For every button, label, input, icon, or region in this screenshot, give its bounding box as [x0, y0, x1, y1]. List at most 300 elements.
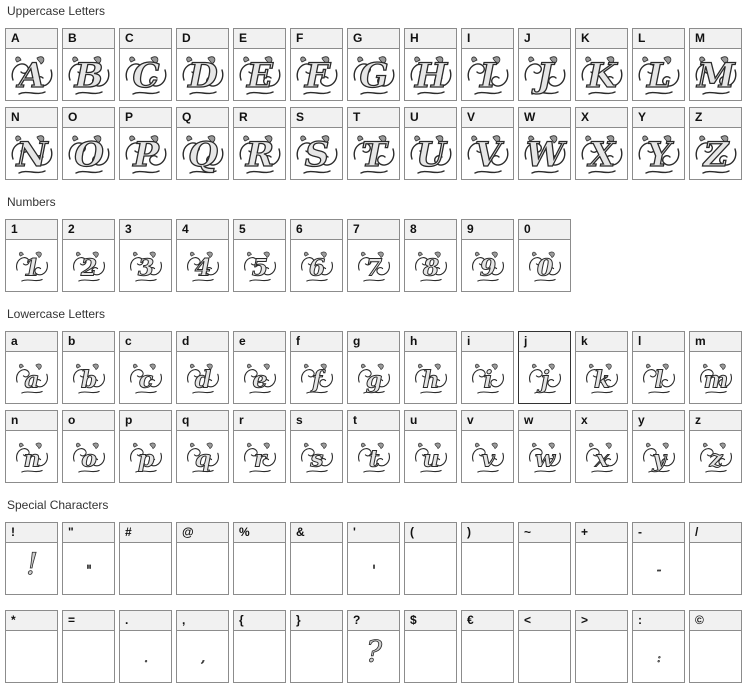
glyph-cell-lower-d[interactable]	[176, 331, 229, 404]
glyph-cell-lower-j[interactable]	[518, 331, 571, 404]
glyph-cell-digit-1[interactable]	[5, 219, 58, 292]
glyph-letter: 5	[251, 253, 268, 282]
glyph-cell-label: O	[63, 108, 114, 128]
ornate-glyph-upper-a-icon	[7, 50, 57, 100]
glyph-cell-label: @	[177, 523, 228, 543]
glyph-cell-label: >	[576, 611, 627, 631]
glyph-cell-lower-g[interactable]	[347, 331, 400, 404]
glyph-cell-plus[interactable]	[575, 522, 628, 595]
glyph-letter: o	[80, 444, 97, 473]
ornate-glyph-lower-p-icon	[121, 432, 171, 482]
ornate-glyph-upper-e-icon	[235, 50, 285, 100]
glyph-cell-label: j	[519, 332, 570, 352]
ornate-glyph-upper-t-icon	[349, 129, 399, 179]
glyph-preview	[405, 543, 456, 595]
glyph-preview	[177, 352, 228, 404]
glyph-cell-upper-e[interactable]	[233, 28, 286, 101]
glyph-cell-hyphen[interactable]	[632, 522, 685, 595]
glyph-cell-lower-q[interactable]	[176, 410, 229, 483]
glyph-preview	[633, 431, 684, 483]
glyph-preview	[6, 128, 57, 180]
glyph-cell-digit-8[interactable]	[404, 219, 457, 292]
glyph-cell-label: *	[6, 611, 57, 631]
glyph-cell-digit-7[interactable]	[347, 219, 400, 292]
glyph-mark: !	[25, 547, 38, 582]
glyph-cell-upper-a[interactable]	[5, 28, 58, 101]
glyph-cell-upper-b[interactable]	[62, 28, 115, 101]
glyph-preview	[576, 431, 627, 483]
glyph-cell-label: B	[63, 29, 114, 49]
glyph-letter: f	[311, 365, 322, 394]
glyph-preview	[63, 128, 114, 180]
ornate-glyph-upper-f-icon	[292, 50, 342, 100]
glyph-preview	[177, 240, 228, 292]
glyph-letter: N	[15, 135, 48, 175]
ornate-glyph-digit-6-icon	[292, 241, 342, 291]
glyph-cell-label: {	[234, 611, 285, 631]
ornate-glyph-colon-icon	[644, 642, 674, 672]
glyph-cell-label: f	[291, 332, 342, 352]
glyph-cell-upper-z[interactable]	[689, 107, 742, 180]
glyph-cell-label: R	[234, 108, 285, 128]
glyph-cell-label: Y	[633, 108, 684, 128]
glyph-mark: .	[143, 651, 148, 665]
glyph-letter: V	[474, 135, 501, 175]
glyph-preview	[690, 49, 741, 101]
glyph-cell-lower-v[interactable]	[461, 410, 514, 483]
glyph-cell-lower-f[interactable]	[290, 331, 343, 404]
glyph-cell-label: d	[177, 332, 228, 352]
glyph-cell-asterisk[interactable]	[5, 610, 58, 683]
glyph-cell-label: r	[234, 411, 285, 431]
glyph-cell-label: C	[120, 29, 171, 49]
glyph-letter: 1	[23, 253, 40, 282]
glyph-cell-upper-w[interactable]	[518, 107, 571, 180]
glyph-cell-question[interactable]	[347, 610, 400, 683]
glyph-cell-label: =	[63, 611, 114, 631]
glyph-letter: D	[187, 56, 218, 96]
glyph-cell-brace-close[interactable]	[290, 610, 343, 683]
glyph-cell-label: t	[348, 411, 399, 431]
glyph-letter: v	[480, 444, 495, 473]
ornate-glyph-lower-q-icon	[178, 432, 228, 482]
glyph-cell-paren-open[interactable]	[404, 522, 457, 595]
glyph-cell-upper-p[interactable]	[119, 107, 172, 180]
glyph-cell-colon[interactable]	[632, 610, 685, 683]
glyph-cell-label: -	[633, 523, 684, 543]
ornate-glyph-upper-m-icon	[691, 50, 741, 100]
glyph-preview	[405, 352, 456, 404]
glyph-cell-upper-s[interactable]	[290, 107, 343, 180]
glyph-preview	[462, 49, 513, 101]
glyph-letter: T	[360, 135, 387, 175]
glyph-cell-label: ©	[690, 611, 741, 631]
ornate-glyph-lower-h-icon	[406, 353, 456, 403]
glyph-preview	[690, 352, 741, 404]
glyph-letter: H	[414, 56, 447, 96]
glyph-letter: t	[368, 444, 379, 473]
glyph-cell-brace-open[interactable]	[233, 610, 286, 683]
ornate-glyph-upper-o-icon	[64, 129, 114, 179]
glyph-cell-slash[interactable]	[689, 522, 742, 595]
glyph-cell-lower-a[interactable]	[5, 331, 58, 404]
glyph-letter: a	[23, 365, 40, 394]
glyph-preview	[234, 352, 285, 404]
glyph-letter: 3	[137, 253, 154, 282]
glyph-cell-label: q	[177, 411, 228, 431]
glyph-preview	[462, 431, 513, 483]
glyph-cell-equals[interactable]	[62, 610, 115, 683]
ornate-glyph-hyphen-icon	[644, 554, 674, 584]
glyph-preview	[291, 431, 342, 483]
glyph-cell-percent[interactable]	[233, 522, 286, 595]
glyph-cell-label: Z	[690, 108, 741, 128]
glyph-letter: s	[309, 444, 324, 473]
ornate-glyph-lower-c-icon	[121, 353, 171, 403]
glyph-cell-quote[interactable]	[62, 522, 115, 595]
glyph-cell-lower-n[interactable]	[5, 410, 58, 483]
glyph-cell-dollar[interactable]	[404, 610, 457, 683]
glyph-letter: x	[594, 444, 609, 473]
glyph-letter: r	[253, 444, 266, 473]
glyph-preview	[633, 352, 684, 404]
glyph-cell-label: 5	[234, 220, 285, 240]
glyph-cell-label: m	[690, 332, 741, 352]
glyph-cell-label: X	[576, 108, 627, 128]
glyph-cell-digit-5[interactable]	[233, 219, 286, 292]
glyph-letter: j	[540, 365, 549, 394]
glyph-preview	[462, 240, 513, 292]
ornate-glyph-lower-j-icon	[520, 353, 570, 403]
glyph-cell-lower-e[interactable]	[233, 331, 286, 404]
glyph-preview	[120, 49, 171, 101]
glyph-letter: K	[586, 56, 617, 96]
ornate-glyph-digit-2-icon	[64, 241, 114, 291]
glyph-preview	[405, 240, 456, 292]
glyph-cell-euro[interactable]	[461, 610, 514, 683]
glyph-cell-ampersand[interactable]	[290, 522, 343, 595]
glyph-mark: :	[656, 651, 661, 665]
glyph-cell-label: "	[63, 523, 114, 543]
glyph-cell-lower-r[interactable]	[233, 410, 286, 483]
ornate-glyph-upper-s-icon	[292, 129, 342, 179]
glyph-cell-label: :	[633, 611, 684, 631]
ornate-glyph-period-icon	[131, 642, 161, 672]
glyph-preview	[234, 431, 285, 483]
glyph-letter: P	[132, 135, 159, 175]
glyph-preview	[576, 352, 627, 404]
ornate-glyph-lower-n-icon	[7, 432, 57, 482]
glyph-preview	[348, 240, 399, 292]
glyph-cell-upper-l[interactable]	[632, 28, 685, 101]
ornate-glyph-lower-z-icon	[691, 432, 741, 482]
glyph-letter: F	[304, 56, 329, 96]
ornate-glyph-upper-p-icon	[121, 129, 171, 179]
glyph-cell-upper-g[interactable]	[347, 28, 400, 101]
glyph-cell-lower-i[interactable]	[461, 331, 514, 404]
ornate-glyph-digit-7-icon	[349, 241, 399, 291]
glyph-letter: Q	[187, 135, 218, 175]
glyph-cell-greater-than[interactable]	[575, 610, 628, 683]
glyph-cell-hash[interactable]	[119, 522, 172, 595]
glyph-cell-upper-k[interactable]	[575, 28, 628, 101]
glyph-preview	[234, 128, 285, 180]
glyph-preview	[462, 631, 513, 683]
ornate-glyph-upper-c-icon	[121, 50, 171, 100]
glyph-cell-tilde[interactable]	[518, 522, 571, 595]
glyph-cell-lower-c[interactable]	[119, 331, 172, 404]
glyph-letter: i	[483, 365, 492, 394]
glyph-cell-label: .	[120, 611, 171, 631]
glyph-cell-upper-f[interactable]	[290, 28, 343, 101]
glyph-cell-digit-0[interactable]	[518, 219, 571, 292]
glyph-preview	[177, 543, 228, 595]
ornate-glyph-upper-h-icon	[406, 50, 456, 100]
glyph-cell-label: ?	[348, 611, 399, 631]
glyph-cell-label: #	[120, 523, 171, 543]
ornate-glyph-lower-i-icon	[463, 353, 513, 403]
glyph-cell-lower-o[interactable]	[62, 410, 115, 483]
ornate-glyph-lower-m-icon	[691, 353, 741, 403]
glyph-preview	[177, 631, 228, 683]
section-title: Lowercase Letters	[7, 307, 106, 321]
ornate-glyph-apostrophe-icon	[359, 554, 389, 584]
glyph-cell-upper-c[interactable]	[119, 28, 172, 101]
glyph-cell-label: }	[291, 611, 342, 631]
glyph-cell-lower-t[interactable]	[347, 410, 400, 483]
ornate-glyph-exclamation-icon	[17, 547, 47, 584]
glyph-cell-lower-w[interactable]	[518, 410, 571, 483]
glyph-cell-label: 9	[462, 220, 513, 240]
ornate-glyph-question-icon	[359, 635, 389, 672]
ornate-glyph-upper-u-icon	[406, 129, 456, 179]
glyph-cell-upper-q[interactable]	[176, 107, 229, 180]
ornate-glyph-lower-x-icon	[577, 432, 627, 482]
glyph-preview	[576, 128, 627, 180]
glyph-cell-digit-6[interactable]	[290, 219, 343, 292]
glyph-preview	[633, 49, 684, 101]
glyph-preview	[177, 49, 228, 101]
glyph-preview	[6, 631, 57, 683]
glyph-cell-label: I	[462, 29, 513, 49]
glyph-letter: W	[525, 135, 564, 175]
glyph-cell-label: L	[633, 29, 684, 49]
glyph-mark: -	[656, 563, 661, 577]
glyph-mark: "	[85, 563, 92, 577]
glyph-preview	[405, 431, 456, 483]
glyph-cell-label: &	[291, 523, 342, 543]
glyph-cell-label: y	[633, 411, 684, 431]
glyph-letter: b	[80, 365, 97, 394]
glyph-cell-at[interactable]	[176, 522, 229, 595]
glyph-cell-label: M	[690, 29, 741, 49]
glyph-letter: n	[22, 444, 41, 473]
glyph-cell-digit-2[interactable]	[62, 219, 115, 292]
glyph-cell-lower-s[interactable]	[290, 410, 343, 483]
glyph-cell-upper-n[interactable]	[5, 107, 58, 180]
glyph-preview	[177, 431, 228, 483]
glyph-cell-lower-x[interactable]	[575, 410, 628, 483]
glyph-cell-upper-t[interactable]	[347, 107, 400, 180]
glyph-preview	[120, 128, 171, 180]
glyph-cell-label: J	[519, 29, 570, 49]
glyph-cell-period[interactable]	[119, 610, 172, 683]
glyph-preview	[348, 128, 399, 180]
ornate-glyph-upper-v-icon	[463, 129, 513, 179]
glyph-cell-lower-p[interactable]	[119, 410, 172, 483]
glyph-preview	[576, 543, 627, 595]
glyph-cell-digit-4[interactable]	[176, 219, 229, 292]
ornate-glyph-lower-f-icon	[292, 353, 342, 403]
ornate-glyph-lower-e-icon	[235, 353, 285, 403]
glyph-mark: ?	[365, 635, 382, 670]
glyph-cell-upper-i[interactable]	[461, 28, 514, 101]
glyph-letter: L	[646, 56, 671, 96]
ornate-glyph-lower-o-icon	[64, 432, 114, 482]
ornate-glyph-lower-y-icon	[634, 432, 684, 482]
glyph-cell-label: F	[291, 29, 342, 49]
glyph-preview	[63, 352, 114, 404]
glyph-cell-less-than[interactable]	[518, 610, 571, 683]
glyph-mark: ,	[200, 651, 205, 665]
glyph-cell-lower-m[interactable]	[689, 331, 742, 404]
glyph-preview	[462, 352, 513, 404]
glyph-cell-exclamation[interactable]	[5, 522, 58, 595]
glyph-cell-upper-m[interactable]	[689, 28, 742, 101]
glyph-preview	[63, 631, 114, 683]
ornate-glyph-lower-u-icon	[406, 432, 456, 482]
glyph-cell-lower-b[interactable]	[62, 331, 115, 404]
ornate-glyph-upper-j-icon	[520, 50, 570, 100]
glyph-cell-upper-o[interactable]	[62, 107, 115, 180]
glyph-preview	[177, 128, 228, 180]
glyph-cell-copyright[interactable]	[689, 610, 742, 683]
glyph-letter: X	[588, 135, 615, 175]
glyph-cell-label: 8	[405, 220, 456, 240]
glyph-cell-upper-x[interactable]	[575, 107, 628, 180]
glyph-preview	[234, 49, 285, 101]
glyph-preview	[291, 49, 342, 101]
glyph-cell-label: a	[6, 332, 57, 352]
glyph-letter: U	[415, 135, 446, 175]
glyph-preview	[120, 431, 171, 483]
ornate-glyph-lower-r-icon	[235, 432, 285, 482]
glyph-cell-lower-z[interactable]	[689, 410, 742, 483]
glyph-letter: 9	[479, 253, 496, 282]
glyph-cell-upper-d[interactable]	[176, 28, 229, 101]
glyph-cell-label: $	[405, 611, 456, 631]
glyph-preview	[690, 431, 741, 483]
ornate-glyph-quote-icon	[74, 554, 104, 584]
glyph-cell-lower-u[interactable]	[404, 410, 457, 483]
glyph-preview	[120, 631, 171, 683]
glyph-preview	[690, 631, 741, 683]
glyph-letter: E	[246, 56, 273, 96]
glyph-cell-label: e	[234, 332, 285, 352]
glyph-cell-upper-u[interactable]	[404, 107, 457, 180]
glyph-letter: O	[73, 135, 104, 175]
glyph-cell-label: i	[462, 332, 513, 352]
glyph-letter: u	[421, 444, 440, 473]
glyph-cell-label: n	[6, 411, 57, 431]
glyph-cell-upper-j[interactable]	[518, 28, 571, 101]
glyph-letter: Z	[703, 135, 728, 175]
glyph-cell-label: D	[177, 29, 228, 49]
glyph-letter: g	[365, 365, 382, 394]
glyph-letter: Y	[646, 135, 671, 175]
glyph-letter: 8	[422, 253, 439, 282]
glyph-cell-digit-9[interactable]	[461, 219, 514, 292]
ornate-glyph-digit-4-icon	[178, 241, 228, 291]
glyph-cell-label: Q	[177, 108, 228, 128]
glyph-cell-digit-3[interactable]	[119, 219, 172, 292]
glyph-cell-upper-v[interactable]	[461, 107, 514, 180]
glyph-preview	[291, 240, 342, 292]
glyph-cell-label: c	[120, 332, 171, 352]
ornate-glyph-digit-1-icon	[7, 241, 57, 291]
glyph-preview	[234, 543, 285, 595]
glyph-cell-label: 0	[519, 220, 570, 240]
glyph-cell-label: 3	[120, 220, 171, 240]
glyph-letter: l	[654, 365, 663, 394]
glyph-preview	[6, 543, 57, 595]
glyph-cell-label: /	[690, 523, 741, 543]
glyph-cell-label: P	[120, 108, 171, 128]
ornate-glyph-upper-i-icon	[463, 50, 513, 100]
glyph-preview	[576, 49, 627, 101]
glyph-preview	[348, 631, 399, 683]
glyph-preview	[6, 49, 57, 101]
glyph-letter: d	[194, 365, 211, 394]
glyph-letter: 2	[80, 253, 97, 282]
glyph-cell-lower-l[interactable]	[632, 331, 685, 404]
glyph-cell-paren-close[interactable]	[461, 522, 514, 595]
ornate-glyph-upper-n-icon	[7, 129, 57, 179]
glyph-cell-apostrophe[interactable]	[347, 522, 400, 595]
glyph-cell-label: b	[63, 332, 114, 352]
glyph-cell-lower-k[interactable]	[575, 331, 628, 404]
glyph-cell-comma[interactable]	[176, 610, 229, 683]
glyph-cell-upper-h[interactable]	[404, 28, 457, 101]
glyph-cell-label: %	[234, 523, 285, 543]
glyph-letter: q	[194, 444, 211, 473]
glyph-cell-lower-y[interactable]	[632, 410, 685, 483]
glyph-preview	[405, 49, 456, 101]
ornate-glyph-upper-g-icon	[349, 50, 399, 100]
glyph-cell-upper-r[interactable]	[233, 107, 286, 180]
glyph-cell-label: €	[462, 611, 513, 631]
glyph-cell-label: 6	[291, 220, 342, 240]
ornate-glyph-upper-w-icon	[520, 129, 570, 179]
glyph-preview	[519, 543, 570, 595]
glyph-cell-label: K	[576, 29, 627, 49]
glyph-preview	[519, 352, 570, 404]
section-title: Special Characters	[7, 498, 109, 512]
glyph-letter: M	[696, 56, 735, 96]
glyph-cell-label: s	[291, 411, 342, 431]
glyph-letter: h	[421, 365, 440, 394]
glyph-cell-upper-y[interactable]	[632, 107, 685, 180]
glyph-cell-lower-h[interactable]	[404, 331, 457, 404]
glyph-cell-label: +	[576, 523, 627, 543]
glyph-preview	[291, 352, 342, 404]
glyph-letter: 6	[308, 253, 325, 282]
glyph-cell-label: w	[519, 411, 570, 431]
ornate-glyph-digit-5-icon	[235, 241, 285, 291]
ornate-glyph-upper-l-icon	[634, 50, 684, 100]
glyph-preview	[519, 49, 570, 101]
glyph-cell-label: '	[348, 523, 399, 543]
